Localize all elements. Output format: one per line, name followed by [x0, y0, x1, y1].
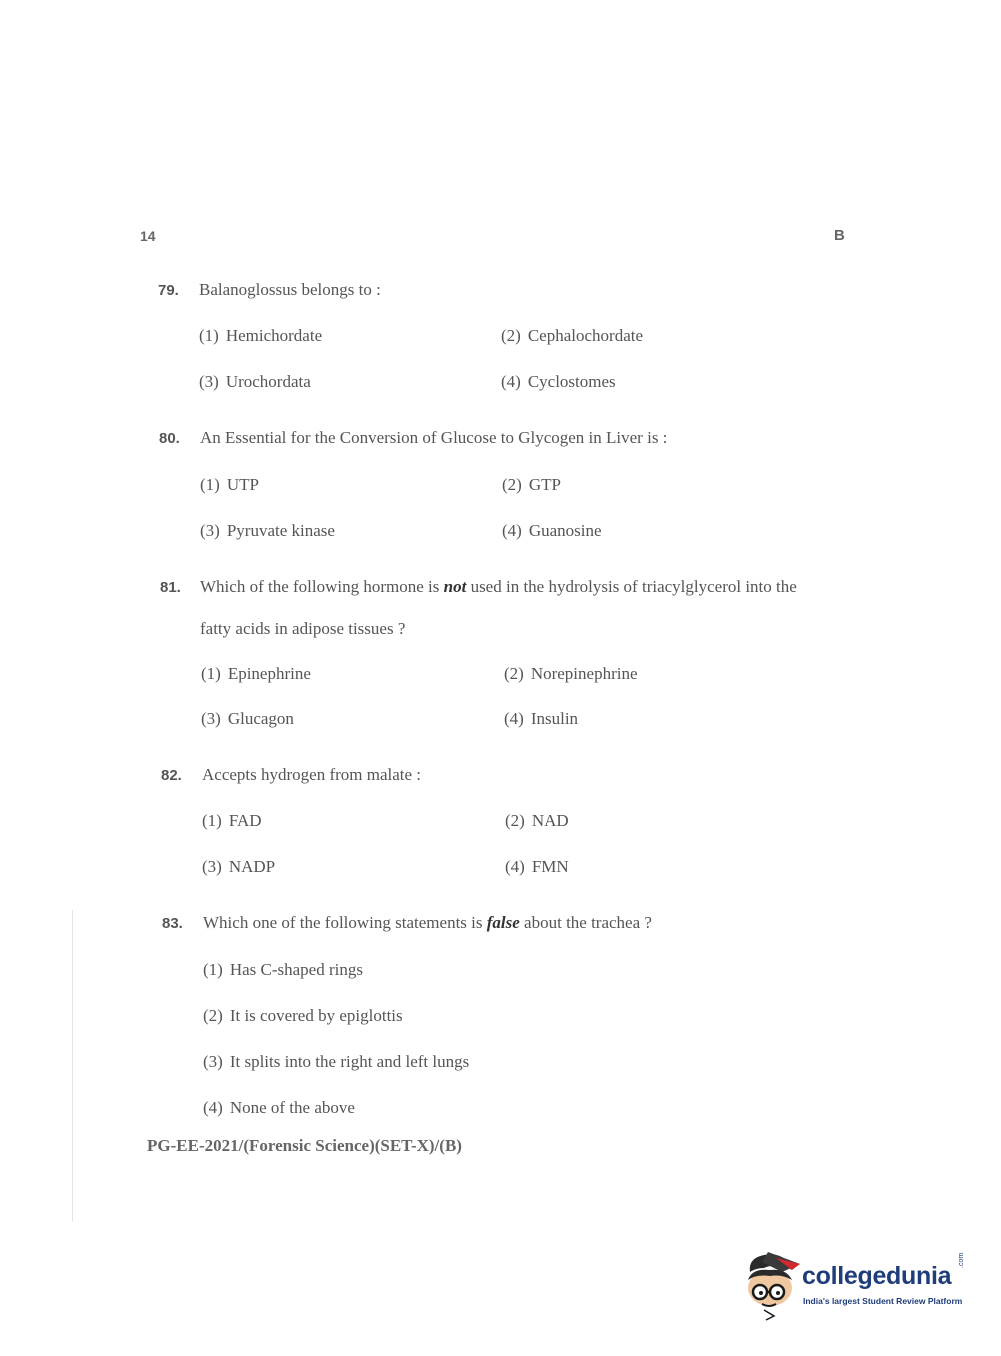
option-text: Glucagon [227, 709, 294, 728]
option-3 [202, 857, 275, 877]
option-number: (1) [203, 960, 223, 979]
question-text [203, 913, 652, 933]
option-number: (1) [200, 475, 220, 494]
option-text: Insulin [530, 709, 579, 728]
option-1 [199, 326, 322, 346]
option-number: (3) [203, 1052, 223, 1071]
option-text: Norepinephrine [530, 664, 638, 683]
option-2 [504, 664, 638, 684]
collegedunia-logo [742, 1250, 972, 1322]
option-text: NADP [228, 857, 276, 876]
option-number: (4) [502, 521, 522, 540]
option-2 [505, 811, 569, 831]
option-number: (3) [201, 709, 221, 728]
option-number: (3) [199, 372, 219, 391]
option-number: (2) [504, 664, 524, 683]
question-number: 82. [161, 767, 182, 784]
option-3 [199, 372, 311, 392]
option-1 [202, 811, 262, 831]
question-text-start: Which of the following hormone is [200, 577, 444, 596]
option-text: None of the above [229, 1098, 355, 1117]
logo-wordmark: collegedunia [802, 1262, 952, 1290]
option-number: (4) [504, 709, 524, 728]
question-text [200, 577, 797, 597]
option-4 [502, 521, 602, 541]
option-text: FAD [228, 811, 262, 830]
option-4 [501, 372, 616, 392]
option-text: Hemichordate [225, 326, 323, 345]
option-text: Urochordata [225, 372, 311, 391]
logo-domain-suffix: .com [958, 1252, 965, 1268]
option-1 [201, 664, 311, 684]
question-text-start: Which one of the following statements is [203, 913, 487, 932]
option-number: (4) [505, 857, 525, 876]
option-2 [203, 1006, 403, 1026]
option-number: (1) [199, 326, 219, 345]
option-text: Cyclostomes [527, 372, 616, 391]
question-text: An Essential for the Conversion of Glucose to Glycogen in Liver is : [200, 428, 668, 447]
option-text: FMN [531, 857, 569, 876]
option-4 [203, 1098, 355, 1118]
option-number: (1) [201, 664, 221, 683]
option-number: (2) [203, 1006, 223, 1025]
option-4 [505, 857, 569, 877]
question-set-code: B [834, 227, 845, 244]
option-4 [504, 709, 578, 729]
option-number: (4) [203, 1098, 223, 1117]
option-1 [203, 960, 363, 980]
paper-code-footer: PG-EE-2021/(Forensic Science)(SET-X)/(B) [147, 1136, 462, 1155]
scan-margin-line [72, 910, 73, 1222]
option-number: (3) [202, 857, 222, 876]
option-text: UTP [226, 475, 259, 494]
question-text: Balanoglossus belongs to : [199, 280, 381, 299]
page-number: 14 [140, 228, 156, 244]
question-number: 80. [159, 430, 180, 447]
option-number: (4) [501, 372, 521, 391]
question-emphasis: not [443, 577, 467, 596]
option-text: Cephalochordate [527, 326, 644, 345]
option-number: (2) [502, 475, 522, 494]
logo-tagline: India's largest Student Review Platform [803, 1296, 963, 1306]
option-3 [200, 521, 335, 541]
option-2 [502, 475, 561, 495]
question-text-end: used in the hydrolysis of triacylglycerol into the [466, 577, 797, 596]
question-number: 81. [160, 579, 181, 596]
option-3 [201, 709, 294, 729]
option-text: It is covered by epiglottis [229, 1006, 403, 1025]
option-3 [203, 1052, 469, 1072]
option-number: (2) [501, 326, 521, 345]
question-emphasis: false [486, 913, 520, 932]
question-text: Accepts hydrogen from malate : [202, 765, 422, 784]
option-1 [200, 475, 259, 495]
option-text: NAD [531, 811, 569, 830]
option-text: GTP [528, 475, 561, 494]
question-number: 79. [158, 282, 179, 299]
question-number: 83. [162, 915, 183, 932]
question-text-end: about the trachea ? [519, 913, 652, 932]
option-number: (3) [200, 521, 220, 540]
option-2 [501, 326, 643, 346]
option-text: Epinephrine [227, 664, 311, 683]
option-text: Has C-shaped rings [229, 960, 363, 979]
option-number: (2) [505, 811, 525, 830]
student-mascot-icon [742, 1250, 802, 1322]
option-text: Pyruvate kinase [226, 521, 335, 540]
question-text-line-2: fatty acids in adipose tissues ? [200, 619, 406, 638]
option-number: (1) [202, 811, 222, 830]
option-text: Guanosine [528, 521, 602, 540]
option-text: It splits into the right and left lungs [229, 1052, 470, 1071]
